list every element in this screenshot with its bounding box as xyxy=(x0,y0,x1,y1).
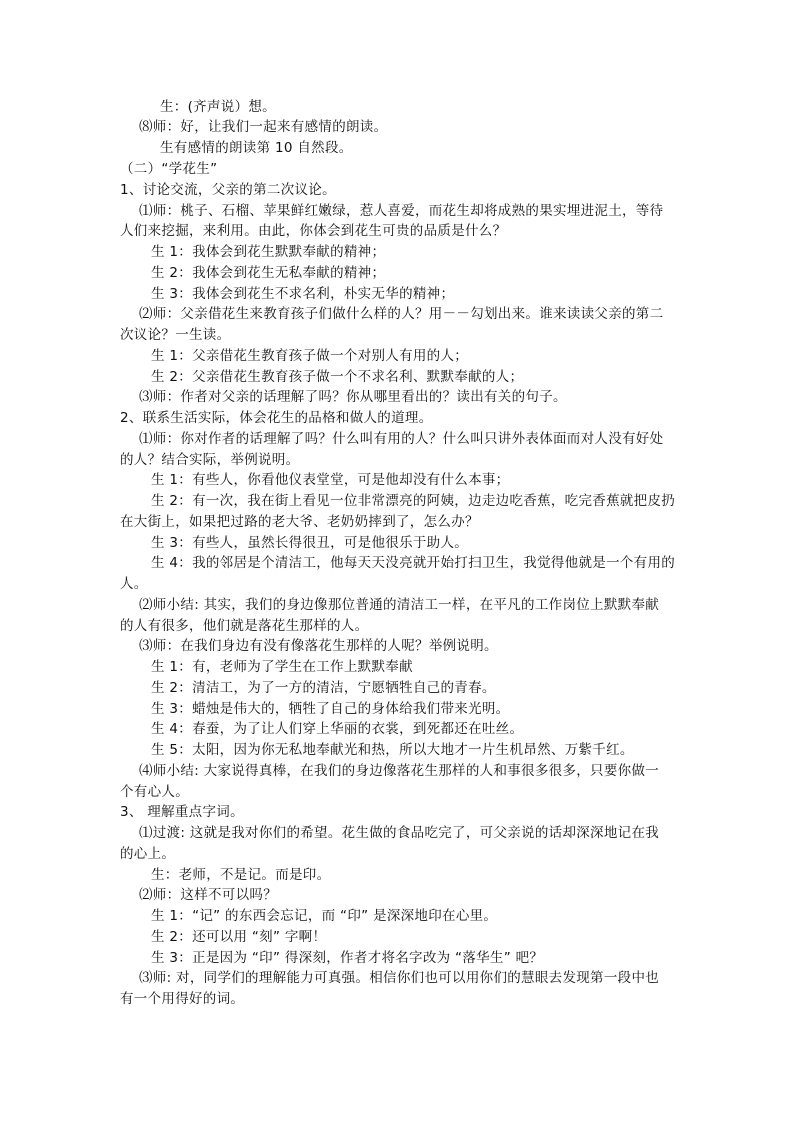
text-line: 的人有很多，他们就是落花生那样的人。 xyxy=(120,618,369,634)
text-line: 生 2：还可以用 “刻” 字啊！ xyxy=(151,929,327,945)
text-line: 有一个用得好的词。 xyxy=(120,991,245,1007)
text-line: ⑶师：在我们身边有没有像落花生那样的人呢？举例说明。 xyxy=(139,638,498,654)
text-line: 个有心人。 xyxy=(120,784,189,800)
text-line: 生 1：“记” 的东西会忘记，而 “印” 是深深地印在心里。 xyxy=(151,908,498,924)
text-line: ⑷师小结: 大家说得真棒，在我们的身边像落花生那样的人和事很多很多，只要你做一 xyxy=(139,763,660,779)
text-line: 生 2：清洁工，为了一方的清洁，宁愿牺牲自己的青春。 xyxy=(151,680,496,696)
text-line: 生 2：有一次，我在街上看见一位非常漂亮的阿姨，边走边吃香蕉，吃完香蕉就把皮扔 xyxy=(151,493,676,509)
text-line: 生 1：有些人，你看他仪表堂堂，可是他却没有什么本事； xyxy=(151,472,510,488)
text-line: ⑵师：父亲借花生来教育孩子们做什么样的人？用－－勾划出来。谁来读读父亲的第二 xyxy=(139,306,664,322)
text-line: 生 3：蜡烛是伟大的，牺牲了自己的身体给我们带来光明。 xyxy=(151,701,510,717)
text-line: 生 2：父亲借花生教育孩子做一个不求名利、默默奉献的人； xyxy=(151,369,524,385)
text-line: 生 1：父亲借花生教育孩子做一个对别人有用的人； xyxy=(151,348,469,364)
text-line: 生 2：我体会到花生无私奉献的精神； xyxy=(151,265,386,281)
text-line: 生 3：我体会到花生不求名利，朴实无华的精神； xyxy=(151,286,455,302)
text-line: 在大街上，如果把过路的老大爷、老奶奶摔到了，怎么办？ xyxy=(120,514,479,530)
text-line: 生 4：我的邻居是个清洁工，他每天天没亮就开始打扫卫生，我觉得他就是一个有用的 xyxy=(151,555,676,571)
text-line: 生有感情的朗读第 10 自然段。 xyxy=(160,140,353,156)
text-line: 的人？结合实际，举例说明。 xyxy=(120,452,300,468)
text-line: 生 4：春蚕，为了让人们穿上华丽的衣裳，到死都还在吐丝。 xyxy=(151,721,524,737)
text-line: 生：(齐声说）想。 xyxy=(160,99,276,115)
subsection-heading: 2、联系生活实际，体会花生的品格和做人的道理。 xyxy=(120,410,433,426)
text-line: ⑶师：作者对父亲的话理解了吗？你从哪里看出的？读出有关的句子。 xyxy=(139,389,567,405)
text-line: ⑻师：好，让我们一起来有感情的朗读。 xyxy=(139,119,388,135)
text-line: 的心上。 xyxy=(120,846,176,862)
text-line: 生 1：我体会到花生默默奉献的精神； xyxy=(151,244,386,260)
text-line: ⑶师: 对，同学们的理解能力可真强。相信你们也可以用你们的慧眼去发现第一段中也 xyxy=(139,970,660,986)
text-line: 人们来挖掘，来利用。由此，你体会到花生可贵的品质是什么？ xyxy=(120,223,507,239)
text-line: 次议论？一生读。 xyxy=(120,327,231,343)
subsection-heading: 1、讨论交流，父亲的第二次议论。 xyxy=(120,182,336,198)
text-line: ⑵师小结: 其实，我们的身边像那位普通的清洁工一样，在平凡的工作岗位上默默奉献 xyxy=(139,597,660,613)
text-line: 生 3：正是因为 “印” 得深刻，作者才将名字改为 “落华生” 吧？ xyxy=(151,950,544,966)
text-line: 生 1：有，老师为了学生在工作上默默奉献 xyxy=(151,659,413,675)
text-line: ⑴师：你对作者的话理解了吗？什么叫有用的人？什么叫只讲外表体面而对人没有好处 xyxy=(139,431,664,447)
subsection-heading: 3、 理解重点字词。 xyxy=(120,804,244,820)
text-line: ⑴过渡: 这就是我对你们的希望。花生做的食品吃完了，可父亲说的话却深深地记在我 xyxy=(139,825,660,841)
text-line: 生 5：太阳，因为你无私地奉献光和热，所以大地才一片生机昂然、万紫千红。 xyxy=(151,742,634,758)
text-line: ⑴师：桃子、石榴、苹果鲜红嫩绿，惹人喜爱，而花生却将成熟的果实埋进泥土，等待 xyxy=(139,203,664,219)
section-heading: （二）“学花生” xyxy=(120,161,218,177)
text-line: 生：老师，不是记。而是印。 xyxy=(151,867,331,883)
text-line: 生 3：有些人，虽然长得很丑，可是他很乐于助人。 xyxy=(151,535,469,551)
text-line: 人。 xyxy=(120,576,148,592)
text-line: ⑵师：这样不可以吗？ xyxy=(139,887,277,903)
